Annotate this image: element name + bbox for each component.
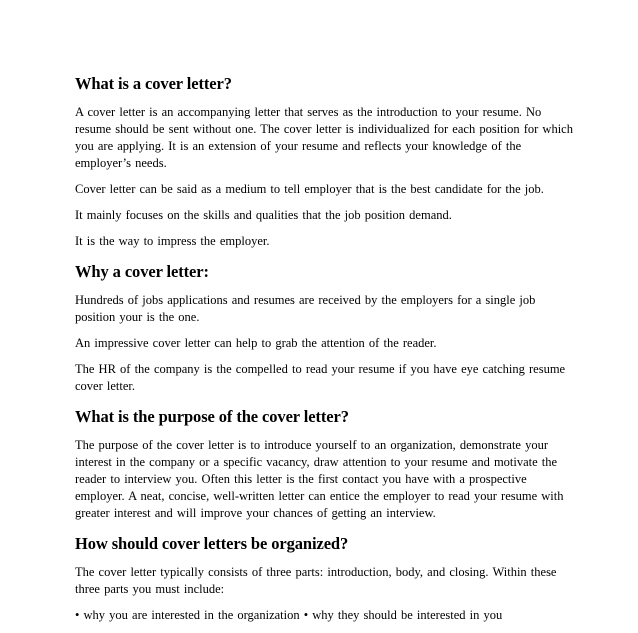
paragraph: The cover letter typically consists of three parts: introduction, body, and closing. Within these three parts you must include:: [75, 565, 557, 596]
section-what-is-cover-letter: [75, 74, 575, 250]
paragraph: The purpose of the cover letter is to introduce yourself to an organization, demonstrate your interest in the company or a specific vacancy, draw attention to your resume and motivate the reader to interview you. Often this letter is the first contact you have with a prospective employer. A neat, concise, well-written letter can entice the employer to read your resume with greater interest and will improve your chances of getting an interview.: [75, 438, 564, 520]
paragraph: A cover letter is an accompanying letter that serves as the introduction to your resume. No resume should be sent without one. The cover letter is individualized for each position for which you are applying. It is an extension of your resume and reflects your knowledge of the employer’s needs.: [75, 105, 573, 170]
section-why-cover-letter: [75, 262, 575, 395]
section-heading: Why a cover letter:: [75, 262, 209, 281]
paragraph: It is the way to impress the employer.: [75, 234, 270, 248]
section-purpose: [75, 407, 575, 522]
paragraph: Hundreds of jobs applications and resumes are received by the employers for a single job position your is the one.: [75, 293, 536, 324]
bullet-line: • why you are interested in the organization • why they should be interested in you: [75, 608, 503, 622]
paragraph: The HR of the company is the compelled to read your resume if you have eye catching resume cover letter.: [75, 362, 566, 393]
section-heading: What is the purpose of the cover letter?: [75, 407, 349, 426]
section-heading: How should cover letters be organized?: [75, 534, 349, 553]
section-organization: [75, 534, 575, 624]
section-heading: What is a cover letter?: [75, 74, 232, 93]
paragraph: An impressive cover letter can help to grab the attention of the reader.: [75, 336, 437, 350]
paragraph: It mainly focuses on the skills and qualities that the job position demand.: [75, 208, 452, 222]
paragraph: Cover letter can be said as a medium to tell employer that is the best candidate for the job.: [75, 182, 544, 196]
document-page: [75, 74, 575, 633]
